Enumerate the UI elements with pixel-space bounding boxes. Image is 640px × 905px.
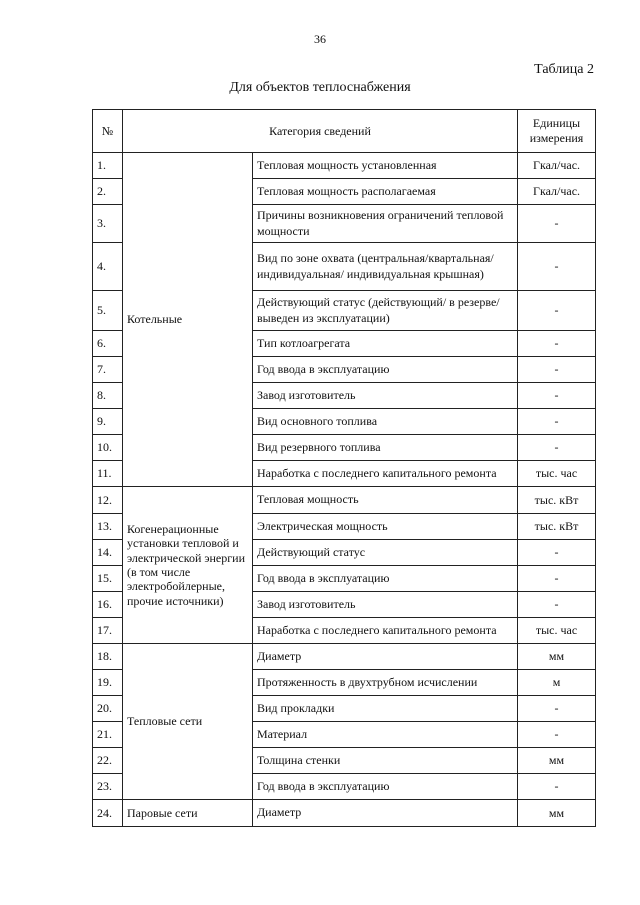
row-number: 3. (93, 205, 123, 243)
row-unit: - (518, 722, 596, 748)
table-header-row (93, 110, 596, 153)
row-number: 18. (93, 644, 123, 670)
row-unit: - (518, 696, 596, 722)
row-description: Вид по зоне охвата (центральная/квартальная/индивидуальная/ индивидуальная крышная) (253, 243, 518, 291)
row-unit: - (518, 566, 596, 592)
row-description: Тепловая мощность установленная (253, 153, 518, 179)
row-unit: - (518, 409, 596, 435)
row-number: 16. (93, 592, 123, 618)
row-description: Толщина стенки (253, 748, 518, 774)
row-number: 5. (93, 291, 123, 331)
row-description: Протяженность в двухтрубном исчислении (253, 670, 518, 696)
category-group: Когенерационные установки тепловой и электрической энергии (в том числе электробойлерные, прочие источники) (123, 487, 253, 644)
row-description: Год ввода в эксплуатацию (253, 774, 518, 800)
row-description: Действующий статус (253, 540, 518, 566)
table-row (93, 800, 596, 827)
row-description: Диаметр (253, 644, 518, 670)
table-title: Для объектов теплоснабжения (229, 80, 411, 95)
category-group: Котельные (123, 153, 253, 487)
row-unit: м (518, 670, 596, 696)
header-units: Единицы измерения (518, 110, 596, 153)
row-unit: тыс. час (518, 461, 596, 487)
row-number: 1. (93, 153, 123, 179)
row-unit: - (518, 205, 596, 243)
table-label: Таблица 2 (534, 62, 594, 77)
row-number: 12. (93, 487, 123, 514)
row-number: 7. (93, 357, 123, 383)
row-number: 11. (93, 461, 123, 487)
page-number: 36 (314, 32, 326, 46)
heat-supply-table (92, 109, 596, 827)
row-unit: Гкал/час. (518, 153, 596, 179)
row-number: 10. (93, 435, 123, 461)
row-description: Диаметр (253, 800, 518, 827)
row-number: 21. (93, 722, 123, 748)
table-row (93, 153, 596, 179)
row-unit: тыс. час (518, 618, 596, 644)
row-description: Тепловая мощность располагаемая (253, 179, 518, 205)
row-unit: - (518, 435, 596, 461)
row-description: Причины возникновения ограничений тепловой мощности (253, 205, 518, 243)
row-description: Наработка с последнего капитального ремонта (253, 618, 518, 644)
row-number: 6. (93, 331, 123, 357)
row-number: 9. (93, 409, 123, 435)
row-unit: Гкал/час. (518, 179, 596, 205)
row-number: 8. (93, 383, 123, 409)
row-number: 13. (93, 514, 123, 540)
row-unit: тыс. кВт (518, 514, 596, 540)
row-unit: - (518, 383, 596, 409)
row-description: Материал (253, 722, 518, 748)
row-unit: - (518, 540, 596, 566)
row-description: Вид основного топлива (253, 409, 518, 435)
header-category: Категория сведений (123, 110, 518, 153)
row-description: Завод изготовитель (253, 383, 518, 409)
row-description: Год ввода в эксплуатацию (253, 566, 518, 592)
table-row (93, 487, 596, 514)
row-unit: мм (518, 748, 596, 774)
row-unit: - (518, 243, 596, 291)
row-description: Вид резервного топлива (253, 435, 518, 461)
row-number: 17. (93, 618, 123, 644)
row-description: Тип котлоагрегата (253, 331, 518, 357)
row-number: 15. (93, 566, 123, 592)
row-description: Действующий статус (действующий/ в резерве/выведен из эксплуатации) (253, 291, 518, 331)
row-description: Вид прокладки (253, 696, 518, 722)
row-unit: тыс. кВт (518, 487, 596, 514)
row-description: Наработка с последнего капитального ремонта (253, 461, 518, 487)
row-unit: мм (518, 644, 596, 670)
table-row (93, 644, 596, 670)
row-number: 23. (93, 774, 123, 800)
row-unit: - (518, 592, 596, 618)
category-group: Тепловые сети (123, 644, 253, 800)
row-description: Завод изготовитель (253, 592, 518, 618)
row-description: Год ввода в эксплуатацию (253, 357, 518, 383)
row-unit: - (518, 774, 596, 800)
row-description: Тепловая мощность (253, 487, 518, 514)
row-number: 14. (93, 540, 123, 566)
row-number: 19. (93, 670, 123, 696)
row-number: 2. (93, 179, 123, 205)
category-group: Паровые сети (123, 800, 253, 827)
row-number: 4. (93, 243, 123, 291)
row-unit: мм (518, 800, 596, 827)
row-description: Электрическая мощность (253, 514, 518, 540)
row-unit: - (518, 331, 596, 357)
row-number: 24. (93, 800, 123, 827)
row-unit: - (518, 357, 596, 383)
row-number: 22. (93, 748, 123, 774)
row-unit: - (518, 291, 596, 331)
table-body (93, 153, 596, 827)
header-num: № (93, 110, 123, 153)
row-number: 20. (93, 696, 123, 722)
